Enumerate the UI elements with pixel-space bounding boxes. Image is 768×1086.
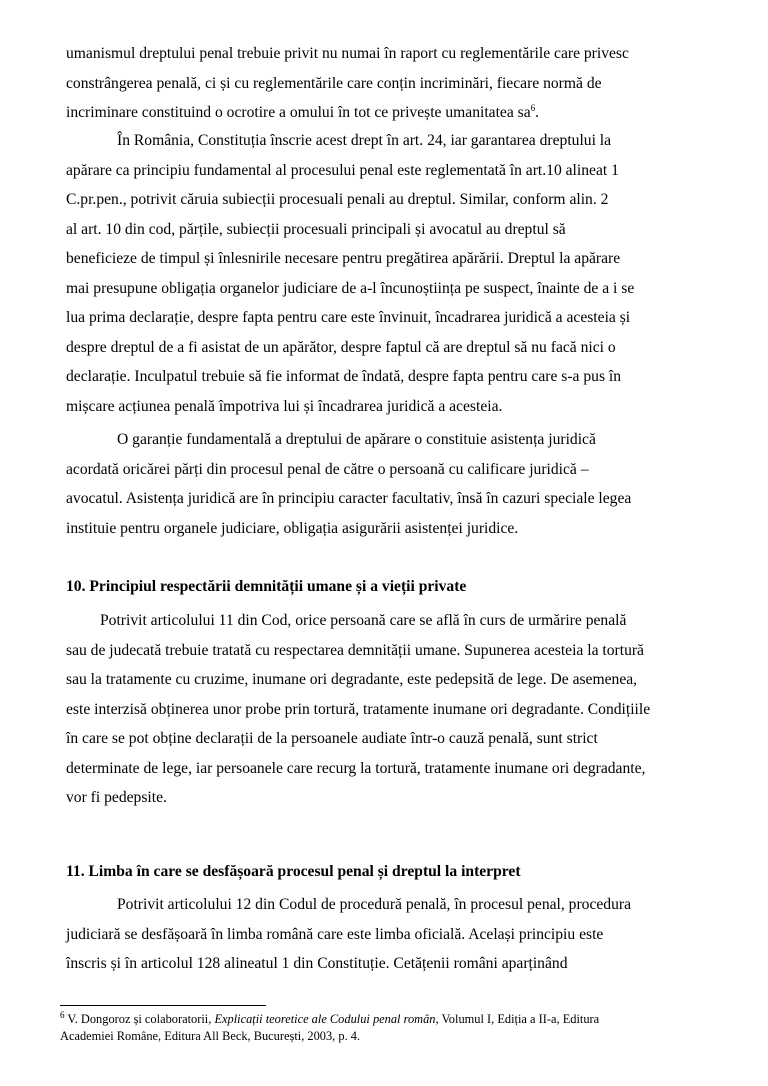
text-line: înscris și în articolul 128 alineatul 1 din Constituție. Cetățenii români aparținând	[66, 955, 568, 972]
text-line: Potrivit articolului 11 din Cod, orice persoană care se află în curs de urmărire penală	[100, 612, 627, 629]
section-heading-11: 11. Limba în care se desfășoară procesul penal și dreptul la interpret	[66, 863, 521, 880]
text-line: judiciară se desfășoară în limba română care este limba oficială. Același principiu este	[66, 925, 604, 943]
text-line: O garanție fundamentală a dreptului de apărare o constituie asistența juridică	[117, 431, 596, 448]
text-line: mai presupune obligația organelor judiciare de a-l încunoștiința pe suspect, înainte de a i se	[66, 279, 635, 297]
paragraph-constitutie	[66, 126, 702, 421]
text-line: al art. 10 din cod, părțile, subiecții procesuali principali și avocatul au dreptul să	[66, 220, 566, 238]
paragraph-limba	[66, 890, 702, 979]
paragraph-asistenta	[66, 425, 702, 543]
text-line: apărare ca principiu fundamental al procesului penal este reglementată în art.10 alineat 1	[66, 161, 619, 179]
text-line: mișcare acțiunea penală împotriva lui și încadrarea juridică a acesteia.	[66, 397, 503, 415]
text-line: lua prima declarație, despre fapta pentru care este învinuit, încadrarea juridică a acesteia și	[66, 309, 631, 326]
footnote-title: Explicații teoretice ale Codului penal român	[214, 1012, 436, 1026]
text-line: în care se pot obține declarații de la persoanele audiate într-o cauză penală, sunt strict	[66, 730, 598, 747]
text-line: În România, Constituția înscrie acest drept în art. 24, iar garantarea dreptului la	[117, 132, 612, 149]
section-heading-10: 10. Principiul respectării demnității umane și a vieții private	[66, 578, 467, 595]
text-line: sau de judecată trebuie tratată cu respectarea demnității umane. Supunerea acesteia la tortură	[66, 641, 644, 659]
footnote-reference: 6	[530, 102, 536, 113]
text-line: despre dreptul de a fi asistat de un apărător, despre faptul că are dreptul să nu facă nici o	[66, 338, 616, 356]
footnote-number: 6	[60, 1009, 65, 1020]
text-line: determinate de lege, iar persoanele care recurg la tortură, tratamente inumane ori degradante,	[66, 759, 646, 777]
footnote-line: Academiei Române, Editura All Beck, București, 2003, p. 4.	[60, 1029, 361, 1043]
footnote-edition: , Volumul I, Ediția a II-a, Editura	[435, 1012, 600, 1026]
text-line: avocatul. Asistența juridică are în principiu caracter facultativ, însă în cazuri speciale legea	[66, 490, 632, 507]
text-line: Potrivit articolului 12 din Codul de procedură penală, în procesul penal, procedura	[117, 896, 632, 913]
text-line: C.pr.pen., potrivit căruia subiecții procesuali penali au dreptul. Similar, conform alin. 2	[66, 191, 609, 208]
text-line: este interzisă obținerea unor probe prin tortură, tratamente inumane ori degradante. Condițiile	[66, 700, 651, 718]
text-line: acordată oricărei părți din procesul penal de către o persoană cu calificare juridică –	[66, 460, 589, 478]
text-line: umanismul dreptului penal trebuie privit nu numai în raport cu reglementările care privesc	[66, 45, 629, 62]
text-line: instituie pentru organele judiciare, obligația asigurării asistenței juridice.	[66, 519, 519, 537]
text-line: incriminare constituind o ocrotire a omului în tot ce privește umanitatea $sa^6$.	[66, 102, 540, 121]
paragraph-demnitate	[66, 606, 702, 813]
text-line: declarație. Inculpatul trebuie să fie informat de îndată, despre fapta pentru care s-a pus în	[66, 368, 622, 385]
footnote-separator	[60, 1005, 266, 1006]
text-line: vor fi pedepsite.	[66, 789, 167, 806]
paragraph-umanism	[66, 39, 702, 128]
text-line: beneficieze de timpul și înlesnirile necesare pentru pregătirea apărării. Dreptul la apărare	[66, 250, 621, 267]
footnote-author: V. Dongoroz și colaboratorii,	[64, 1012, 215, 1026]
text-line: constrângerea penală, ci și cu reglementările care conțin incriminări, fiecare normă de	[66, 74, 602, 92]
footnote	[60, 1011, 710, 1045]
footnote-line	[60, 1011, 710, 1028]
text-line: sau la tratamente cu cruzime, inumane ori degradante, este pedepsită de lege. De asemenea,	[66, 671, 638, 688]
text-line-content: incriminare constituind o ocrotire a omului în tot ce privește umanitatea sa	[66, 104, 531, 121]
